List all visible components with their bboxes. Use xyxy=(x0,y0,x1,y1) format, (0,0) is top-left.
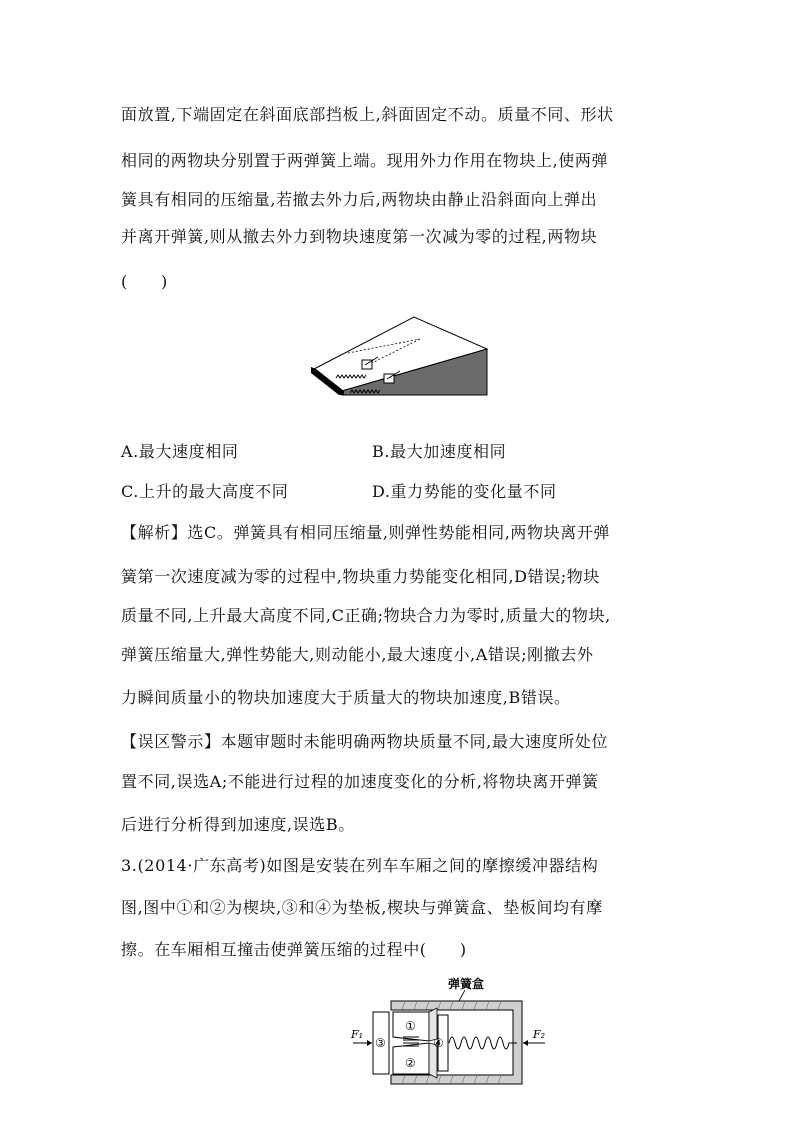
analysis-line-2: 簧第一次速度减为零的过程中,物块重力势能变化相同,D错误;物块 xyxy=(121,567,600,586)
option-d: D.重力势能的变化量不同 xyxy=(372,482,557,501)
q3-stem-line-3: 擦。在车厢相互撞击使弹簧压缩的过程中( ) xyxy=(121,940,467,959)
q2-stem-line-5: ( ) xyxy=(121,272,168,291)
main-spring xyxy=(449,1037,517,1049)
analysis-line-1: 【解析】选C。弹簧具有相同压缩量,则弹性势能相同,两物块离开弹 xyxy=(121,523,611,542)
q2-stem-line-3: 簧具有相同的压缩量,若撤去外力后,两物块由静止沿斜面向上弹出 xyxy=(121,190,598,209)
option-c: C.上升的最大高度不同 xyxy=(121,482,289,501)
q2-stem-line-4: 并离开弹簧,则从撤去外力到物块速度第一次减为零的过程,两物块 xyxy=(121,227,598,246)
label-wedge-2: ② xyxy=(405,1056,416,1070)
buffer-figure xyxy=(345,975,565,1093)
option-a: A.最大速度相同 xyxy=(121,442,239,461)
f2-label: F₂ xyxy=(533,1028,546,1041)
f1-arrowhead xyxy=(367,1040,372,1046)
f2-arrowhead xyxy=(523,1040,528,1046)
q3-stem-line-1: 3.(2014·广东高考)如图是安装在列车车厢之间的摩擦缓冲器结构 xyxy=(121,856,599,875)
analysis-line-5: 力瞬间质量小的物块加速度大于质量大的物块加速度,B错误。 xyxy=(121,688,571,707)
q2-stem-line-1: 面放置,下端固定在斜面底部挡板上,斜面固定不动。质量不同、形状 xyxy=(121,105,614,124)
option-b: B.最大加速度相同 xyxy=(372,442,507,461)
analysis-line-4: 弹簧压缩量大,弹性势能大,则动能小,最大速度小,A错误;刚撤去外 xyxy=(121,645,594,664)
warning-line-3: 后进行分析得到加速度,误选B。 xyxy=(121,815,355,834)
label-pad-4: ④ xyxy=(433,1036,444,1050)
f1-label: F₁ xyxy=(351,1028,364,1041)
warning-line-2: 置不同,误选A;不能进行过程的加速度变化的分析,将物块离开弹簧 xyxy=(121,772,599,791)
warning-line-1: 【误区警示】本题审题时未能明确两物块质量不同,最大速度所处位 xyxy=(121,732,609,751)
spring-box-label: 弹簧盒 xyxy=(448,977,485,991)
label-wedge-1: ① xyxy=(405,1019,416,1033)
q2-stem-line-2: 相同的两物块分别置于两弹簧上端。现用外力作用在物块上,使两弹 xyxy=(121,151,609,170)
label-pad-3: ③ xyxy=(375,1036,386,1050)
incline-figure xyxy=(308,313,508,403)
q3-stem-line-2: 图,图中①和②为楔块,③和④为垫板,楔块与弹簧盒、垫板间均有摩 xyxy=(121,898,603,917)
analysis-line-3: 质量不同,上升最大高度不同,C正确;物块合力为零时,质量大的物块, xyxy=(121,606,611,625)
spring-box-leader xyxy=(459,990,465,1001)
